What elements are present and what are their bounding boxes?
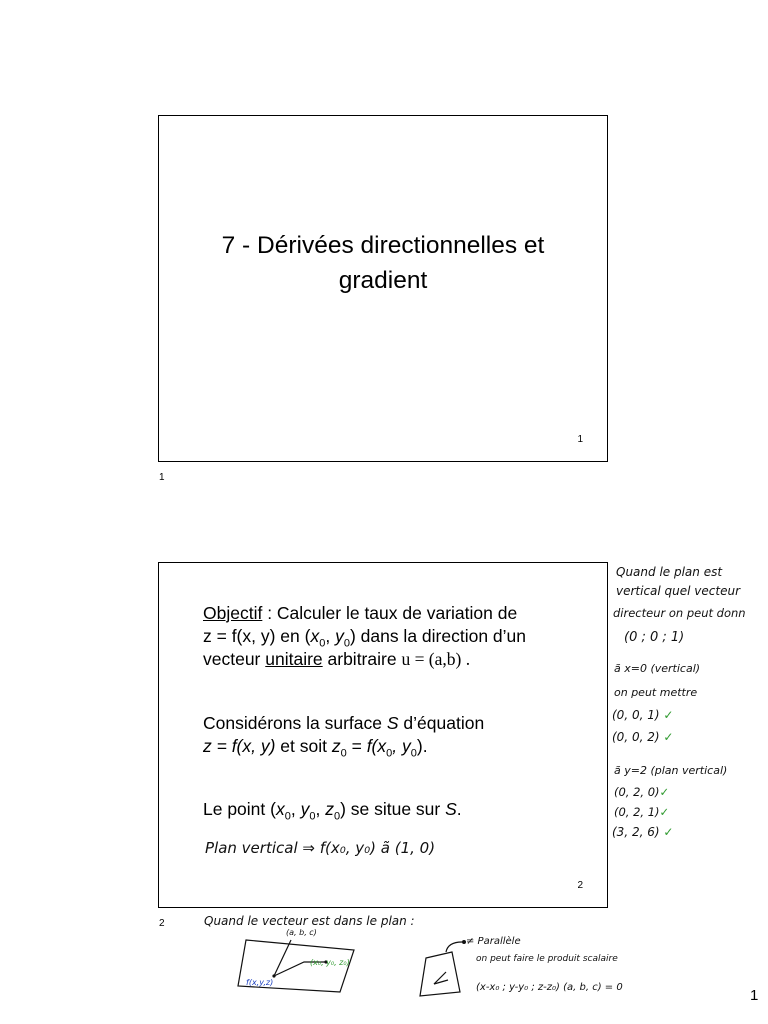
slide-caption-number: 1 <box>159 472 165 483</box>
note-line-11 <box>614 805 669 819</box>
note-line-2: vertical quel vecteur <box>616 584 741 598</box>
slide-caption-number: 2 <box>159 918 165 929</box>
equals: = <box>346 736 367 756</box>
note-parallel: ≠ Parallèle <box>466 936 521 947</box>
point-paragraph <box>203 798 462 821</box>
vector-u-formula: u = (a,b) . <box>401 649 471 669</box>
handwritten-note-in-slide: Plan vertical ⇒ f(x₀, y₀) ã (1, 0) <box>205 839 436 857</box>
note-line-6: on peut mettre <box>614 686 698 699</box>
slide-title <box>159 228 607 298</box>
triple-002: (0, 0, 2) <box>612 730 660 744</box>
note-line-1: Quand le plan est <box>616 565 723 579</box>
note-scalar-product: on peut faire le produit scalaire <box>476 954 618 964</box>
note-line-8 <box>612 730 673 744</box>
sub-0: 0 <box>410 747 417 760</box>
check-icon: ✓ <box>663 730 674 744</box>
y-var: , y <box>392 736 411 756</box>
sub-0: 0 <box>284 810 291 823</box>
note-line-7 <box>612 708 673 722</box>
note-equation: (x-x₀ ; y-y₀ ; z-z₀) (a, b, c) = 0 <box>476 982 623 993</box>
note-line-10 <box>614 785 669 799</box>
note-line-5: ã x=0 (vertical) <box>614 662 701 675</box>
note-line-12 <box>612 825 673 839</box>
sub-0: 0 <box>333 810 341 823</box>
sub-0: 0 <box>340 747 347 760</box>
f-of-x: f(x <box>366 736 387 756</box>
sub-0: 0 <box>386 747 393 760</box>
title-line-2: gradient <box>338 267 428 294</box>
label-fxyz: f(x,y,z) <box>246 978 274 987</box>
sub-0: 0 <box>319 637 326 650</box>
note-line-4: (0 ; 0 ; 1) <box>624 630 685 645</box>
check-icon: ✓ <box>663 825 674 839</box>
surface-text-1a: Considérons la surface <box>203 713 387 733</box>
bottom-note-heading: Quand le vecteur est dans le plan : <box>204 914 415 928</box>
sub-0: 0 <box>309 810 316 823</box>
surface-paragraph <box>203 712 484 758</box>
var-z: z <box>331 736 341 756</box>
slide-2 <box>158 562 608 908</box>
objective-text-3b: arbitraire <box>322 649 402 669</box>
label-p0: (x₀, y₀, z₀) <box>310 958 350 967</box>
parallel-sketch <box>418 938 478 1000</box>
slide-number: 2 <box>577 880 583 891</box>
var-z: z <box>325 799 334 819</box>
objective-text-1: : Calculer le taux de variation de <box>262 603 518 623</box>
unitaire-word: unitaire <box>265 649 323 669</box>
surface-equation: z = f(x, y) <box>203 736 276 756</box>
point-text-g: ) se situe sur <box>340 799 446 819</box>
comma: , <box>315 799 326 819</box>
var-x: x <box>310 626 320 646</box>
title-line-1: 7 - Dérivées directionnelles et <box>221 232 545 259</box>
var-y: y <box>335 626 344 646</box>
triple-326: (3, 2, 6) <box>612 825 660 839</box>
objective-label: Objectif <box>203 603 263 623</box>
var-S: S <box>386 713 399 733</box>
objective-paragraph <box>203 602 526 671</box>
period: . <box>456 799 462 819</box>
slide-number: 1 <box>577 434 583 445</box>
surface-text-2b: et soit <box>275 736 332 756</box>
triple-021: (0, 2, 1) <box>614 805 660 819</box>
var-y: y <box>300 799 310 819</box>
objective-text-3a: vecteur <box>203 649 266 669</box>
point-text-a: Le point ( <box>203 799 276 819</box>
close-paren: ). <box>416 736 428 756</box>
comma: , <box>325 626 336 646</box>
objective-text-2b: ) dans la direction d’un <box>349 626 527 646</box>
surface-text-1b: d’équation <box>398 713 485 733</box>
check-icon: ✓ <box>659 785 670 799</box>
label-abc: (a, b, c) <box>286 928 317 937</box>
check-icon: ✓ <box>659 805 670 819</box>
objective-text-2a: z = f(x, y) en ( <box>203 626 311 646</box>
comma: , <box>290 799 301 819</box>
var-S: S <box>445 799 457 819</box>
check-icon: ✓ <box>663 708 674 722</box>
page-number: 1 <box>750 987 759 1004</box>
note-line-3: directeur on peut donn <box>613 606 746 620</box>
triple-020: (0, 2, 0) <box>614 785 660 799</box>
sub-0: 0 <box>343 637 350 650</box>
slide-1 <box>158 115 608 462</box>
triple-001: (0, 0, 1) <box>612 708 660 722</box>
note-line-9: ã y=2 (plan vertical) <box>614 764 728 777</box>
var-x: x <box>275 799 285 819</box>
